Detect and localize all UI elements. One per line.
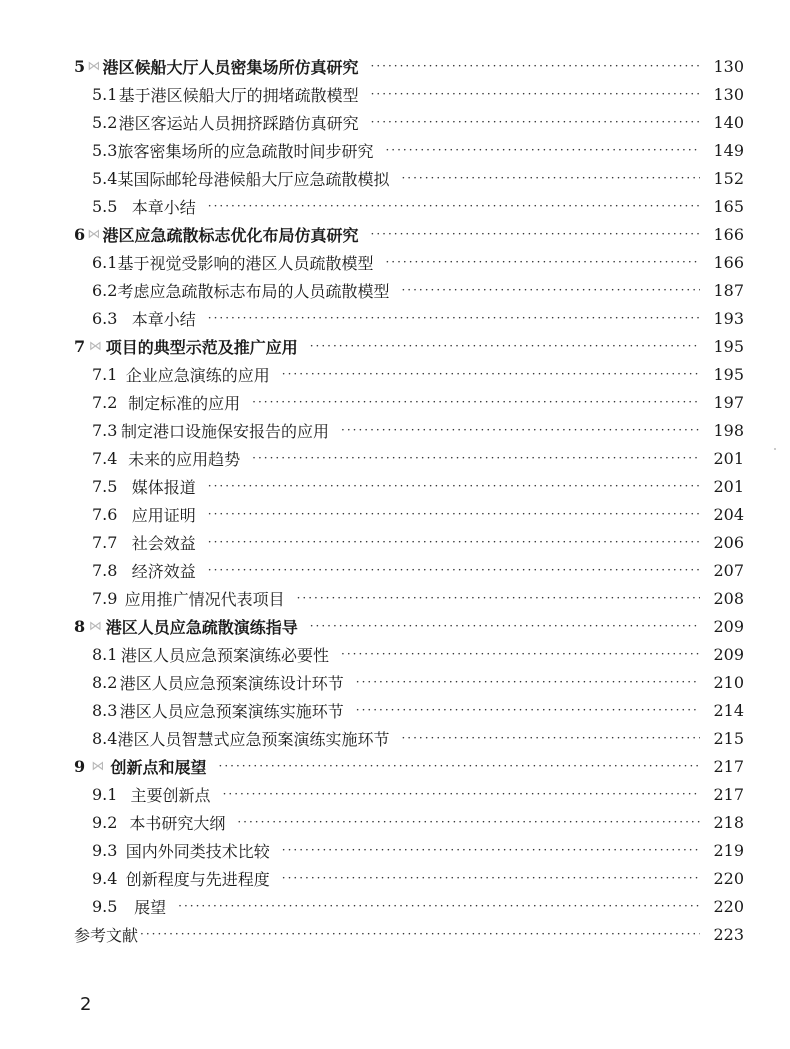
toc-entry-number: 8.2: [92, 672, 118, 692]
toc-page-number: 217: [713, 756, 744, 776]
toc-section-row: [74, 416, 744, 444]
toc-chapter-row: [74, 52, 744, 80]
toc-page-number: 220: [713, 896, 744, 916]
dot-leader: [219, 759, 701, 773]
toc-page-number: 210: [713, 672, 744, 692]
dot-leader: [401, 171, 700, 185]
toc-entry-title: 主要创新点: [130, 785, 211, 805]
toc-section-row: [74, 640, 744, 668]
toc-page-number: 208: [713, 588, 744, 608]
toc-section-row: [74, 584, 744, 612]
dot-leader: [208, 507, 700, 521]
toc-entry-number: 7.9: [92, 588, 118, 608]
toc-entry-number: 7.8: [92, 560, 118, 580]
toc-page-number: 152: [713, 168, 744, 188]
toc-page-number: 201: [713, 476, 744, 496]
toc-section-row: [74, 528, 744, 556]
bow-ornament-icon: ⋈: [91, 758, 105, 774]
toc-entry-title: 本书研究大纲: [129, 813, 226, 833]
toc-entry-number: 7.6: [92, 504, 118, 524]
toc-entry-title: 某国际邮轮母港候船大厅应急疏散模拟: [117, 169, 390, 189]
toc-page-number: 130: [713, 56, 744, 76]
dot-leader: [208, 563, 700, 577]
toc-section-row: [74, 500, 744, 528]
toc-entry-number: 6: [74, 224, 86, 244]
toc-chapter-row: [74, 332, 744, 360]
dot-leader: [140, 927, 700, 941]
toc-entry-title: 企业应急演练的应用: [125, 365, 270, 385]
toc-entry-number: 7.5: [92, 476, 118, 496]
toc-entry-title: 制定港口设施保安报告的应用: [120, 421, 329, 441]
toc-page-number: 219: [713, 840, 744, 860]
toc-entry-number: 8.4: [92, 728, 118, 748]
toc-page-number: 201: [713, 448, 744, 468]
toc-page-number: 209: [713, 616, 744, 636]
toc-section-row: [74, 472, 744, 500]
toc-entry-title: 港区应急疏散标志优化布局仿真研究: [102, 225, 359, 245]
toc-page-number: 217: [713, 784, 744, 804]
toc-entry-number: 6.2: [92, 280, 118, 300]
toc-section-row: [74, 724, 744, 752]
toc-entry-title: 港区候船大厅人员密集场所仿真研究: [102, 57, 359, 77]
toc-entry-title: 展望: [134, 897, 167, 917]
toc-section-row: [74, 360, 744, 388]
toc-entry-number: 5.3: [92, 140, 118, 160]
toc-page-number: 220: [713, 868, 744, 888]
toc-entry-title: 应用推广情况代表项目: [124, 589, 285, 609]
dot-leader: [282, 367, 700, 381]
toc-section-row: [74, 304, 744, 332]
dot-leader: [385, 255, 700, 269]
toc-section-row: [74, 836, 744, 864]
toc-section-row: [74, 892, 744, 920]
toc-entry-title: 港区人员智慧式应急预案演练实施环节: [117, 729, 390, 749]
toc-section-row: [74, 696, 744, 724]
dot-leader: [208, 311, 700, 325]
dot-leader: [401, 283, 700, 297]
toc-entry-number: 6.3: [92, 308, 118, 328]
toc-section-row: [74, 136, 744, 164]
toc-entry-title: 港区人员应急疏散演练指导: [105, 617, 298, 637]
toc-entry-title: 参考文献: [74, 925, 139, 945]
toc-section-row: [74, 808, 744, 836]
toc-section-row: [74, 108, 744, 136]
toc-page-number: 223: [713, 924, 744, 944]
toc-entry-number: 7.7: [92, 532, 118, 552]
toc-section-row: [74, 276, 744, 304]
toc-references-row: [74, 920, 744, 948]
toc-entry-number: 5.1: [92, 84, 118, 104]
toc-entry-title: 考虑应急疏散标志布局的人员疏散模型: [117, 281, 390, 301]
toc-entry-title: 制定标准的应用: [128, 393, 241, 413]
toc-page-number: 206: [713, 532, 744, 552]
toc-entry-number: 8: [74, 616, 86, 636]
dot-leader: [356, 675, 700, 689]
toc-page-number: 193: [713, 308, 744, 328]
toc-entry-number: 7.2: [92, 392, 118, 412]
toc-entry-title: 港区人员应急预案演练设计环节: [119, 673, 344, 693]
toc-entry-title: 未来的应用趋势: [128, 449, 241, 469]
toc-entry-title: 本章小结: [131, 309, 196, 329]
dot-leader: [385, 143, 700, 157]
table-of-contents: [74, 52, 744, 948]
toc-entry-number: 5: [74, 56, 86, 76]
toc-page-number: 198: [713, 420, 744, 440]
dot-leader: [237, 815, 700, 829]
toc-entry-title: 旅客密集场所的应急疏散时间步研究: [117, 141, 374, 161]
toc-section-row: [74, 444, 744, 472]
dot-leader: [208, 535, 700, 549]
dot-leader: [282, 871, 700, 885]
toc-entry-number: 9.2: [92, 812, 118, 832]
toc-page-number: 195: [713, 364, 744, 384]
toc-entry-number: 7.3: [92, 420, 118, 440]
toc-section-row: [74, 192, 744, 220]
dot-leader: [371, 87, 700, 101]
toc-entry-title: 应用证明: [131, 505, 196, 525]
dot-leader: [341, 423, 700, 437]
dot-leader: [208, 199, 700, 213]
toc-section-row: [74, 248, 744, 276]
dot-leader: [310, 619, 700, 633]
toc-page-number: 130: [713, 84, 744, 104]
scan-speck: [774, 448, 776, 450]
toc-entry-title: 经济效益: [131, 561, 196, 581]
toc-entry-title: 港区人员应急预案演练必要性: [120, 645, 329, 665]
dot-leader: [297, 591, 700, 605]
toc-page-number: 165: [713, 196, 744, 216]
toc-entry-title: 社会效益: [131, 533, 196, 553]
dot-leader: [178, 899, 700, 913]
toc-page-number: 149: [713, 140, 744, 160]
dot-leader: [310, 339, 700, 353]
toc-entry-number: 9.4: [92, 868, 118, 888]
toc-entry-number: 9.3: [92, 840, 118, 860]
toc-section-row: [74, 80, 744, 108]
toc-page-number: 140: [713, 112, 744, 132]
toc-section-row: [74, 164, 744, 192]
dot-leader: [401, 731, 700, 745]
toc-entry-title: 国内外同类技术比较: [125, 841, 270, 861]
toc-section-row: [74, 388, 744, 416]
dot-leader: [371, 59, 701, 73]
toc-section-row: [74, 668, 744, 696]
dot-leader: [252, 395, 700, 409]
toc-chapter-row: [74, 220, 744, 248]
bow-ornament-icon: ⋈: [87, 226, 101, 242]
toc-entry-number: 6.1: [92, 252, 118, 272]
bow-ornament-icon: ⋈: [88, 618, 102, 634]
toc-page-number: 218: [713, 812, 744, 832]
toc-page-number: 187: [713, 280, 744, 300]
toc-entry-number: 7.4: [92, 448, 118, 468]
toc-entry-title: 基于港区候船大厅的拥堵疏散模型: [118, 85, 359, 105]
toc-page-number: 195: [713, 336, 744, 356]
dot-leader: [223, 787, 700, 801]
toc-entry-number: 9: [74, 756, 86, 776]
toc-entry-title: 本章小结: [131, 197, 196, 217]
toc-entry-title: 创新程度与先进程度: [125, 869, 270, 889]
toc-entry-title: 创新点和展望: [110, 757, 207, 777]
toc-page-number: 166: [713, 224, 744, 244]
bow-ornament-icon: ⋈: [87, 58, 101, 74]
toc-page-number: 215: [713, 728, 744, 748]
toc-entry-title: 项目的典型示范及推广应用: [105, 337, 298, 357]
page-number: 2: [80, 994, 92, 1015]
toc-page-number: 197: [713, 392, 744, 412]
toc-page-number: 209: [713, 644, 744, 664]
toc-chapter-row: [74, 612, 744, 640]
toc-entry-number: 5.5: [92, 196, 118, 216]
toc-entry-title: 港区客运站人员拥挤踩踏仿真研究: [118, 113, 359, 133]
toc-entry-number: 9.5: [92, 896, 118, 916]
toc-section-row: [74, 780, 744, 808]
dot-leader: [371, 227, 701, 241]
dot-leader: [282, 843, 700, 857]
toc-section-row: [74, 864, 744, 892]
toc-entry-title: 基于视觉受影响的港区人员疏散模型: [117, 253, 374, 273]
toc-entry-title: 港区人员应急预案演练实施环节: [119, 701, 344, 721]
toc-chapter-row: [74, 752, 744, 780]
toc-entry-number: 7: [74, 336, 86, 356]
dot-leader: [371, 115, 700, 129]
toc-entry-number: 8.3: [92, 700, 118, 720]
dot-leader: [252, 451, 700, 465]
dot-leader: [208, 479, 700, 493]
dot-leader: [341, 647, 700, 661]
toc-page-number: 214: [713, 700, 744, 720]
bow-ornament-icon: ⋈: [88, 338, 102, 354]
toc-page-number: 204: [713, 504, 744, 524]
toc-page-number: 166: [713, 252, 744, 272]
toc-section-row: [74, 556, 744, 584]
toc-entry-title: 媒体报道: [131, 477, 196, 497]
toc-page-number: 207: [713, 560, 744, 580]
toc-entry-number: 5.4: [92, 168, 118, 188]
toc-entry-number: 5.2: [92, 112, 118, 132]
toc-entry-number: 7.1: [92, 364, 118, 384]
dot-leader: [356, 703, 700, 717]
toc-entry-number: 8.1: [92, 644, 118, 664]
toc-entry-number: 9.1: [92, 784, 118, 804]
